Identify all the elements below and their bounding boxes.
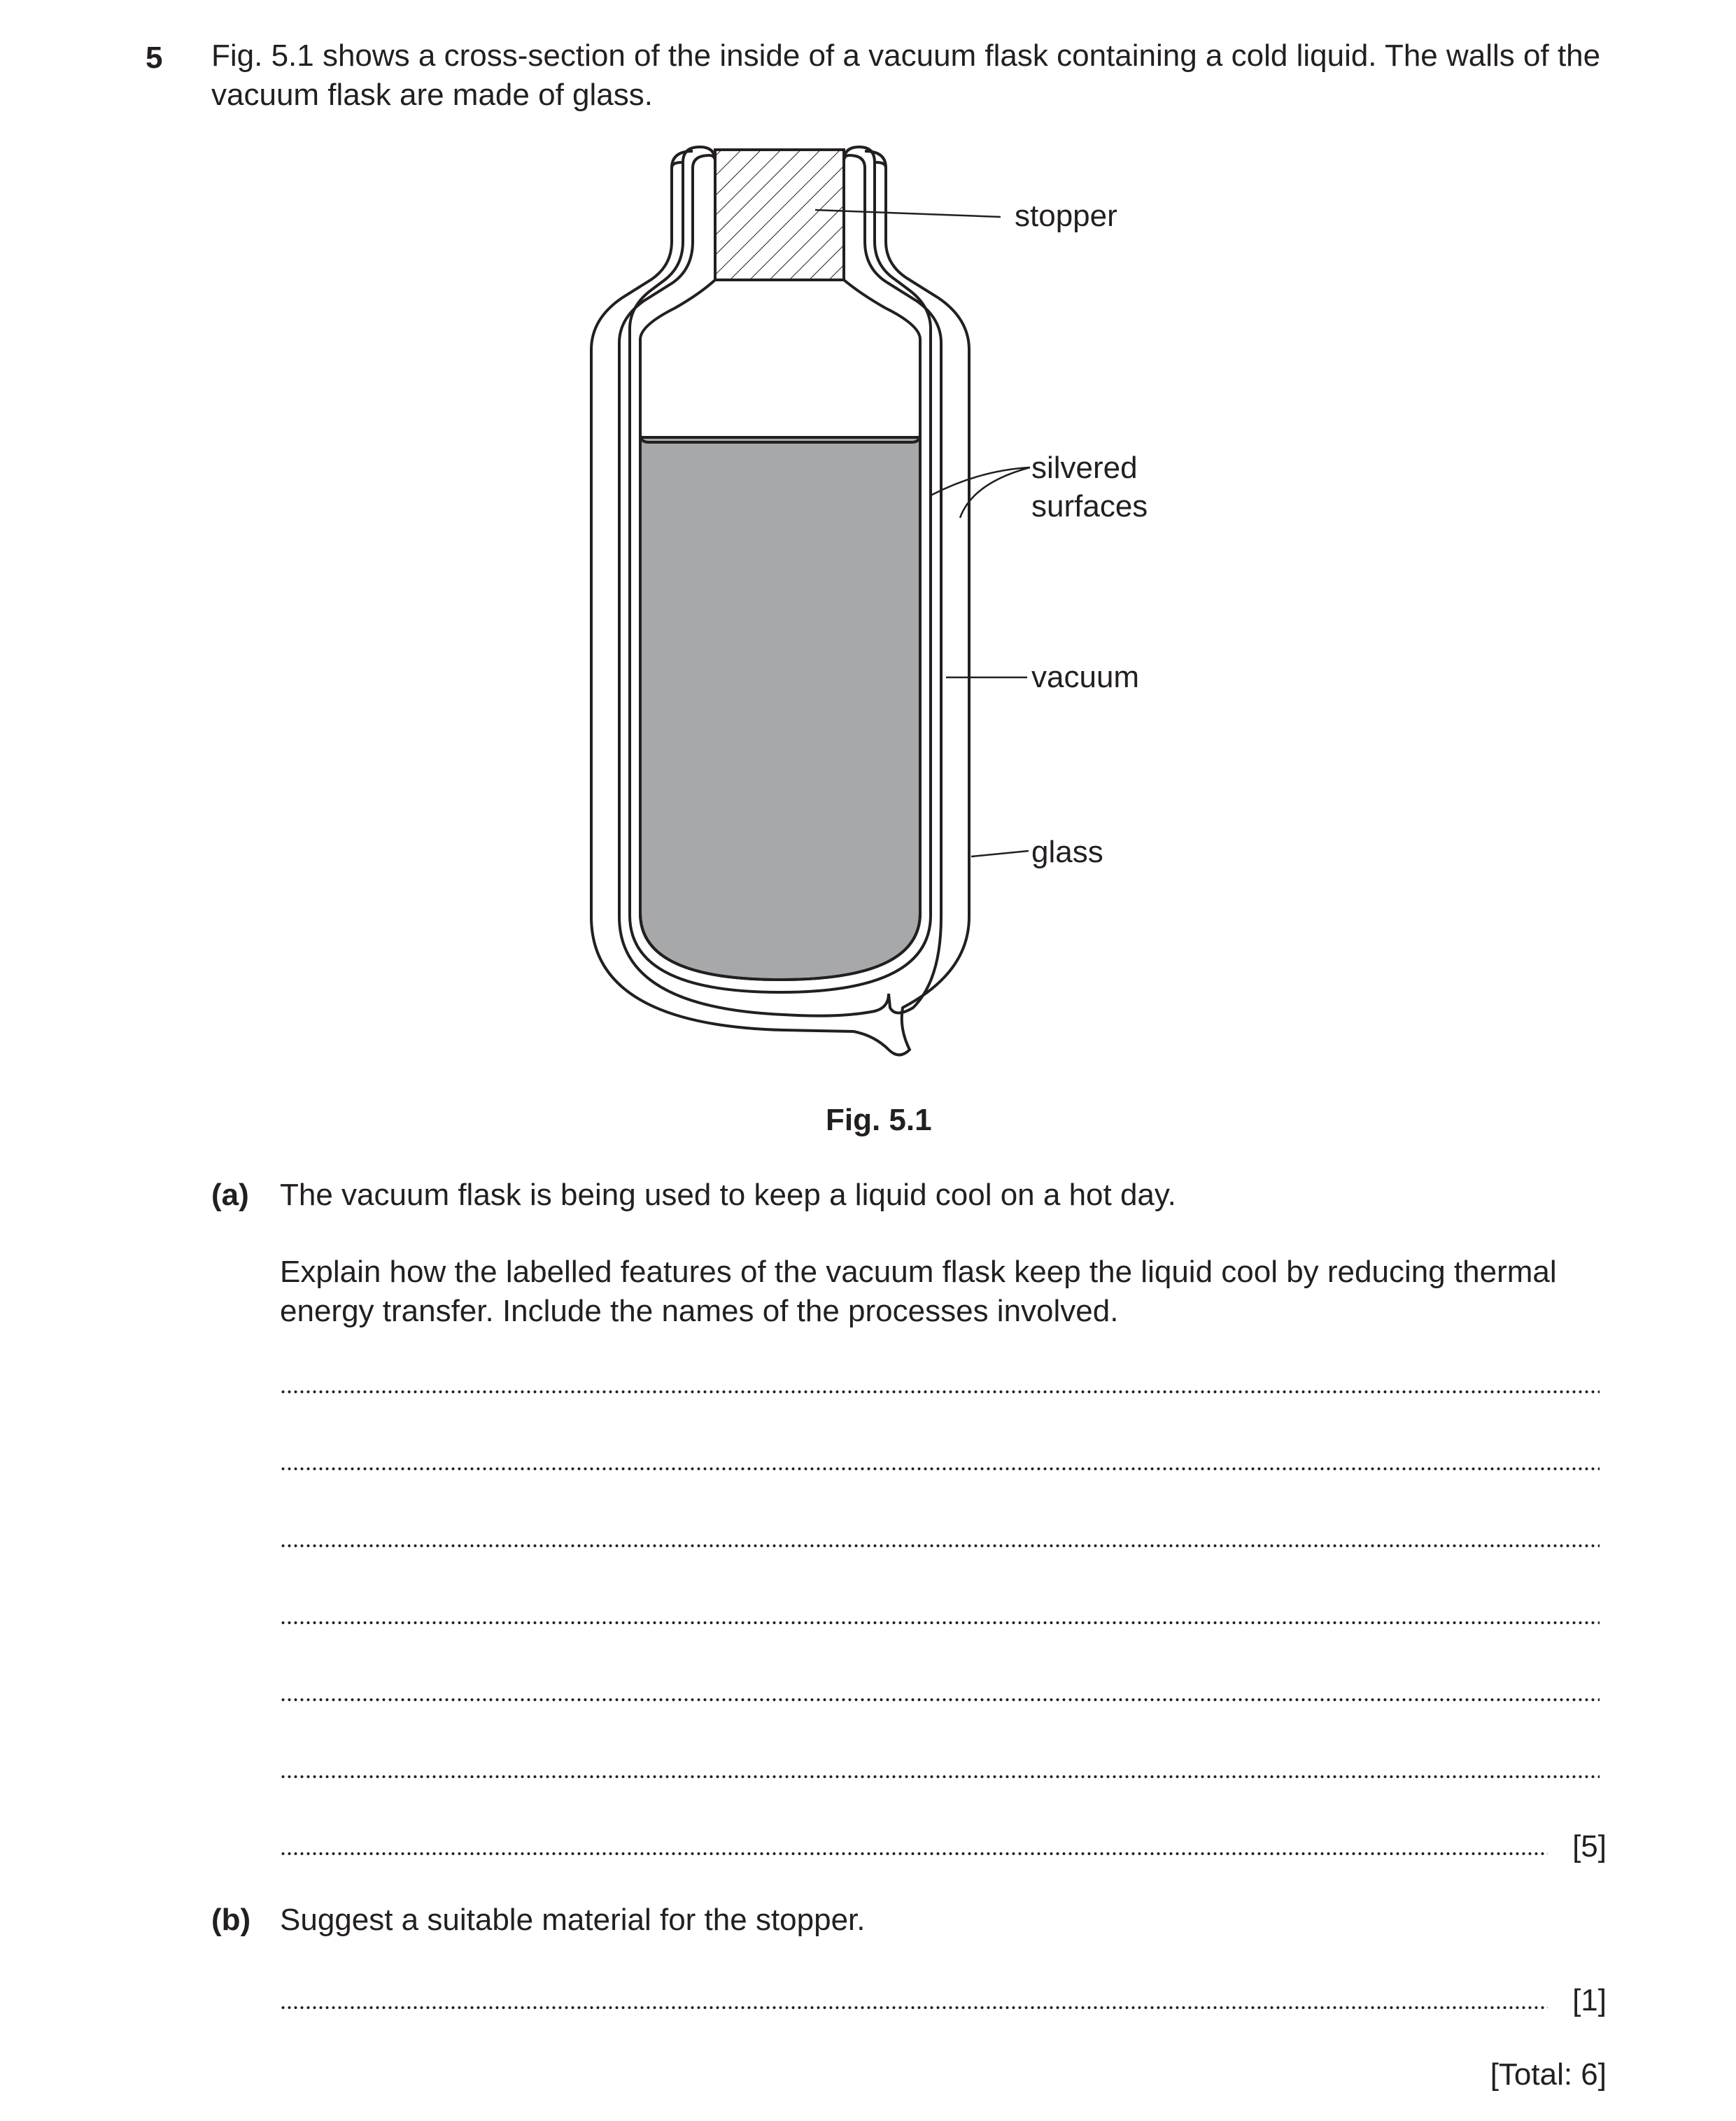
answer-line-a1[interactable] xyxy=(280,1390,1600,1394)
question-number: 5 xyxy=(146,41,163,75)
part-b-text: Suggest a suitable material for the stopper. xyxy=(280,1903,866,1937)
label-silvered: silvered xyxy=(1031,451,1138,485)
label-surfaces: surfaces xyxy=(1031,489,1148,523)
answer-line-a2[interactable] xyxy=(280,1467,1600,1471)
stopper xyxy=(715,150,844,280)
part-b-label: (b) xyxy=(211,1903,251,1937)
answer-line-a4[interactable] xyxy=(280,1621,1600,1625)
label-glass: glass xyxy=(1031,835,1103,869)
part-a-text2: Explain how the labelled features of the vacuum flask keep the liquid cool by reducing thermal energy transfer. Include the names of the processes involved. xyxy=(280,1255,1557,1328)
answer-line-b1[interactable] xyxy=(280,2006,1548,2010)
question-intro: Fig. 5.1 shows a cross-section of the inside of a vacuum flask containing a cold liquid. The walls of the vacuum flask are made of glass. xyxy=(211,38,1601,112)
answer-line-a6[interactable] xyxy=(280,1775,1600,1779)
glass-leader-line xyxy=(971,851,1029,857)
cold-liquid xyxy=(640,437,920,980)
part-a-label: (a) xyxy=(211,1178,249,1212)
answer-line-a3[interactable] xyxy=(280,1544,1600,1548)
label-vacuum: vacuum xyxy=(1031,660,1140,694)
silvered-leader-lines xyxy=(931,467,1030,518)
part-a-text1: The vacuum flask is being used to keep a liquid cool on a hot day. xyxy=(280,1178,1176,1212)
figure-caption: Fig. 5.1 xyxy=(826,1103,932,1137)
answer-line-a5[interactable] xyxy=(280,1698,1600,1702)
label-stopper: stopper xyxy=(1015,199,1117,233)
total-marks: [Total: 6] xyxy=(1490,2057,1607,2092)
part-b-marks: [1] xyxy=(1572,1983,1607,2017)
part-a-marks: [5] xyxy=(1572,1829,1607,1863)
answer-line-a7[interactable] xyxy=(280,1852,1548,1856)
